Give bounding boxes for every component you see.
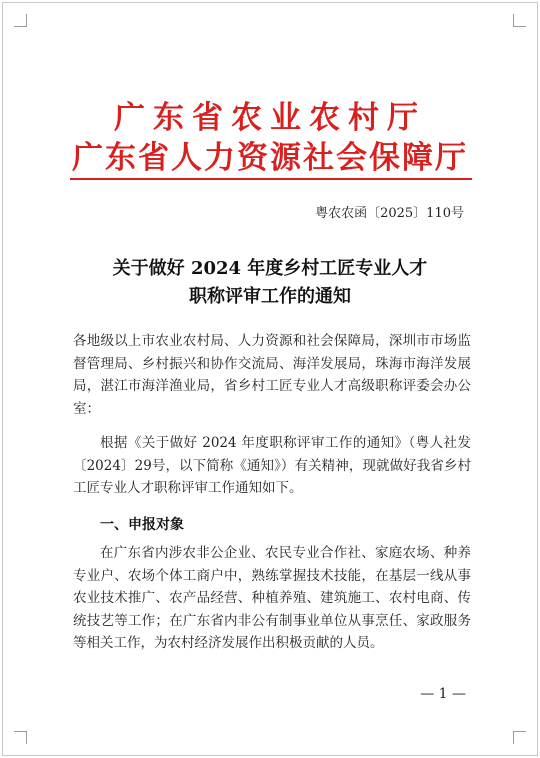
crop-mark-top-left [14,14,27,27]
intro-paragraph: 根据《关于做好 2024 年度职称评审工作的通知》（粤人社发〔2024〕29号，以下简称《通知》）有关精神，现就做好我省乡村工匠专业人才职称评审工作通知如下。 [73,435,471,496]
issuer-line-2: 广东省人力资源社会保障厅 [72,140,468,176]
crop-mark-top-right [513,14,526,27]
document-number: 粤农农函〔2025〕110号 [315,206,464,221]
document-title-line-1: 关于做好 2024 年度乡村工匠专业人才 [112,258,428,279]
red-header-rule [70,178,472,180]
section-heading-1: 一、申报对象 [100,517,184,533]
issuer-line-1: 广东省农业农村厅 [114,100,426,136]
page-number: — 1 — [420,686,466,702]
addressees-paragraph: 各地级以上市农业农村局、人力资源和社会保障局，深圳市市场监督管理局、乡村振兴和协作交流局、海洋发展局，珠海市海洋发展局，湛江市海洋渔业局，省乡村工匠专业人才高级职称评委会办公室： [73,333,471,417]
crop-mark-bottom-right [513,731,526,744]
section-1-paragraph: 在广东省内涉农非公企业、农民专业合作社、家庭农场、种养专业户、农场个体工商户中，熟练掌握技术技能，在基层一线从事农业技术推广、农产品经营、种植养殖、建筑施工、农村电商、传统技艺等工作；在广东省内非公有制事业单位从事烹任、家政服务等相关工作，为农村经济发展作出积极贡献的人员。 [73,545,471,651]
document-title-line-2: 职称评审工作的通知 [189,286,351,307]
crop-mark-bottom-left [14,731,27,744]
